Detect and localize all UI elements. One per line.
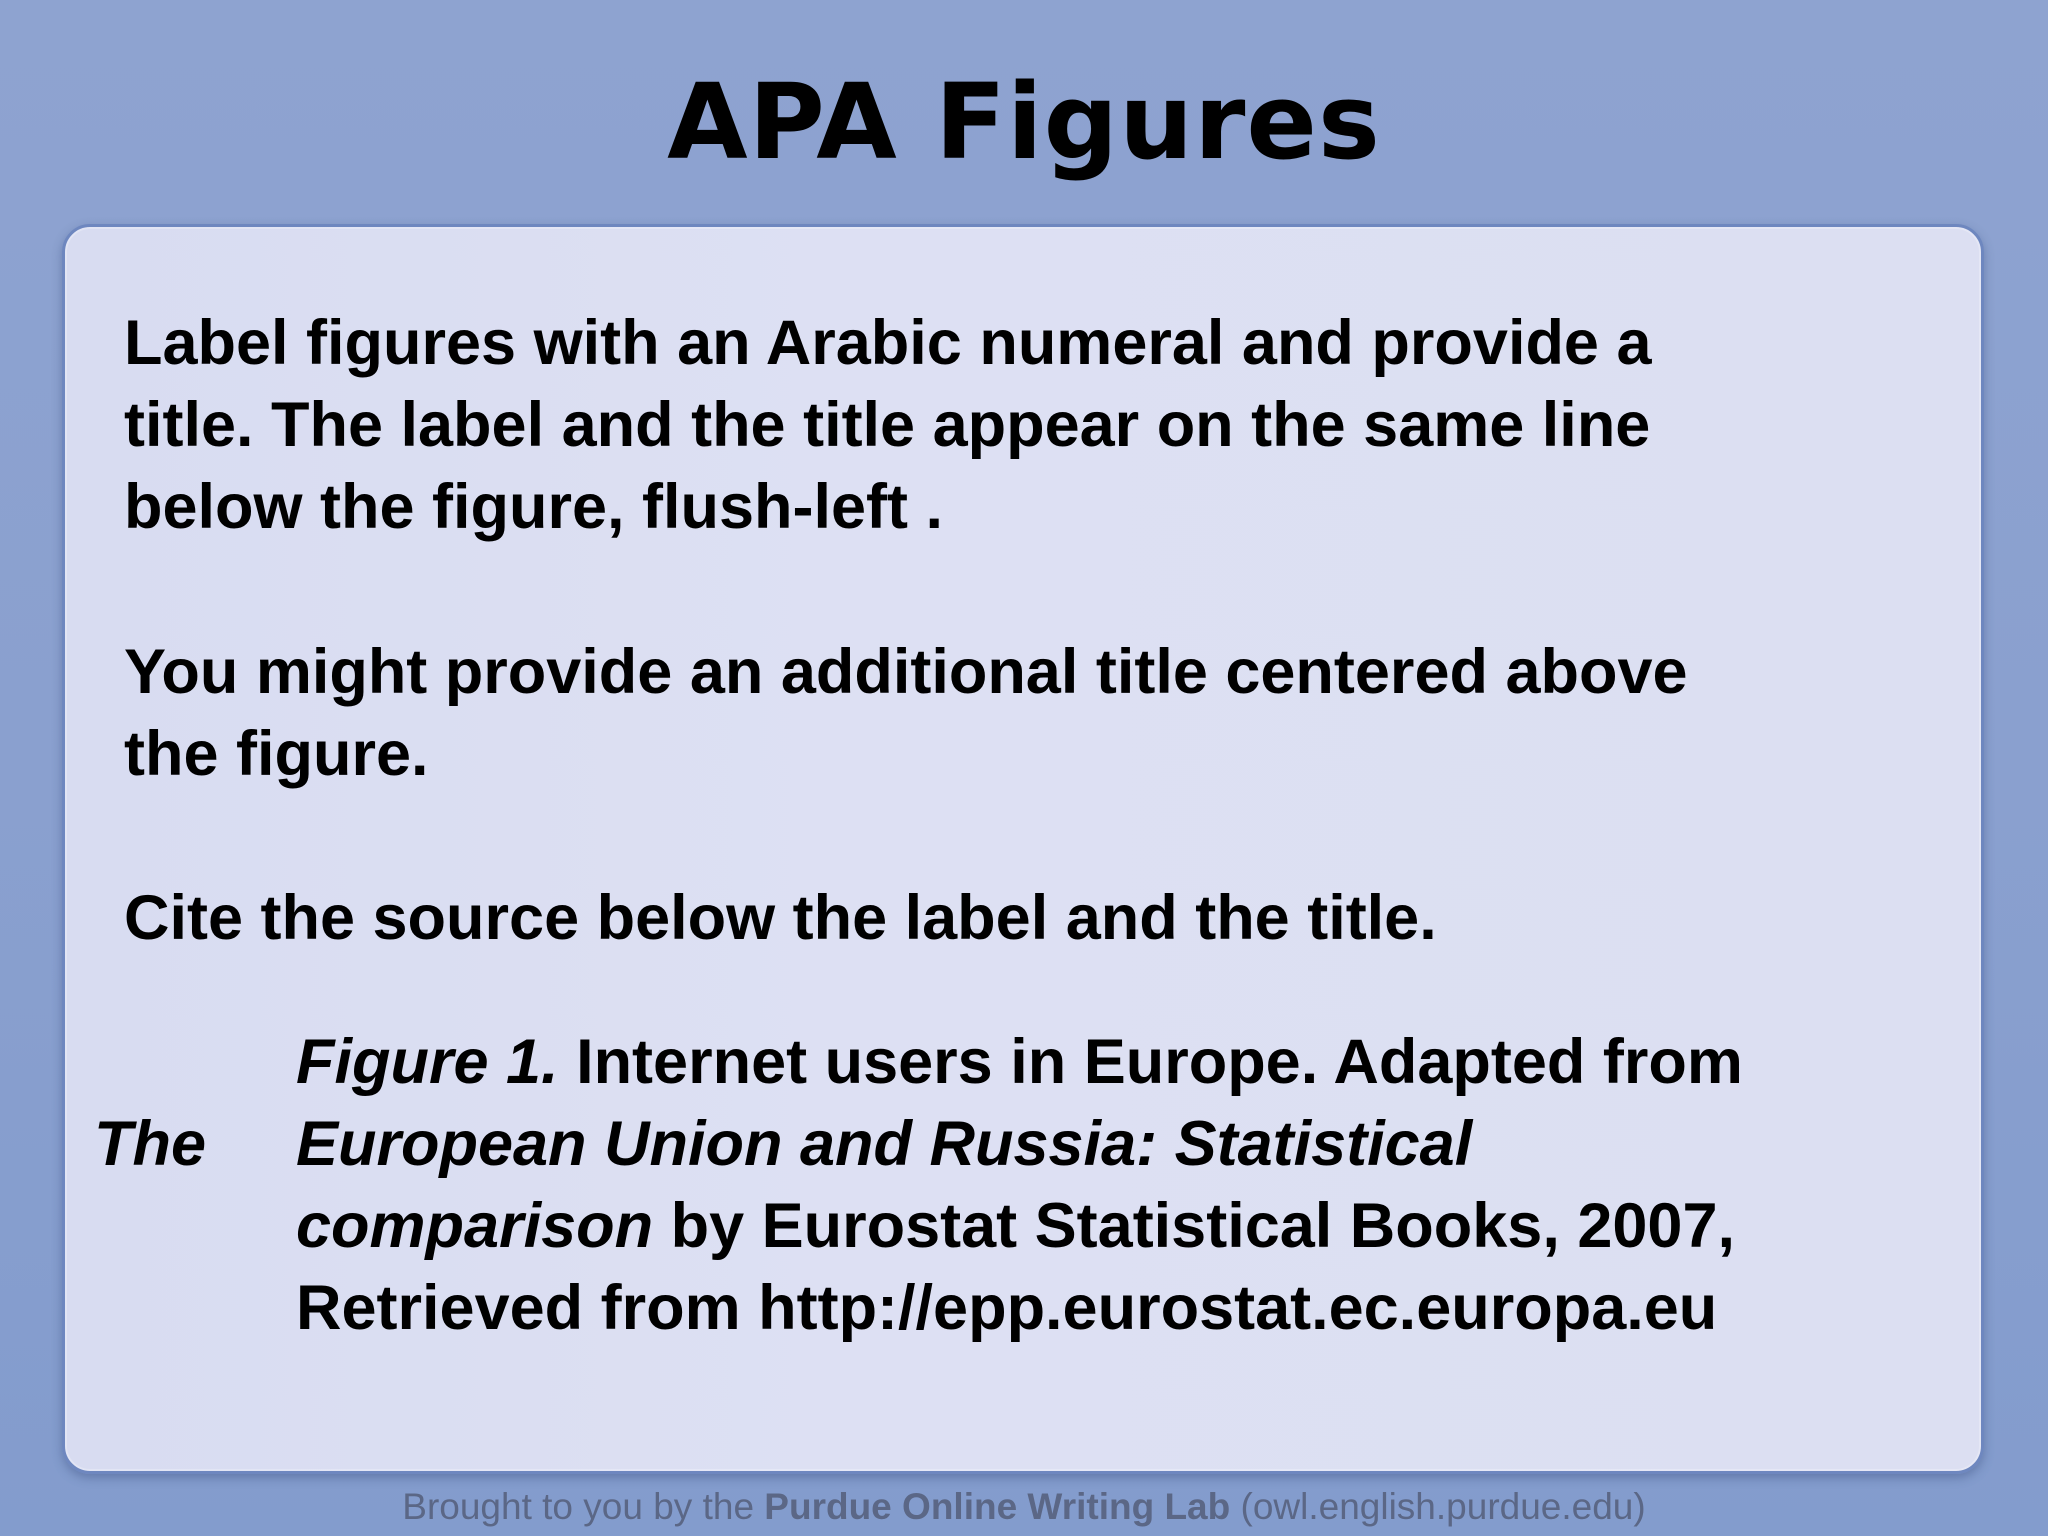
footer-prefix: Brought to you by the — [402, 1486, 765, 1527]
footer-credit — [0, 1482, 2048, 1532]
caption-source-author: by Eurostat Statistical Books, 2007, — [653, 1191, 1735, 1261]
figure-label: Figure 1. — [296, 1027, 559, 1097]
caption-retrieval-url: Retrieved from http://epp.eurostat.ec.europa.eu — [296, 1273, 1718, 1343]
paragraph-line: the figure. — [124, 719, 429, 789]
caption-side-word: The — [94, 1109, 207, 1179]
paragraph-line: below the figure, flush-left . — [124, 472, 943, 542]
paragraph-line: Label figures with an Arabic numeral and provide a — [124, 308, 1652, 378]
caption-line-1 — [296, 1021, 1986, 1103]
paragraph-label-figures — [124, 302, 1924, 548]
paragraph-additional-title — [124, 631, 1924, 795]
footer-org-name: Purdue Online Writing Lab — [764, 1486, 1231, 1527]
caption-line-3 — [296, 1185, 1986, 1267]
caption-source-title: European Union and Russia: Statistical — [296, 1109, 1473, 1179]
paragraph-line: You might provide an additional title centered above — [124, 637, 1688, 707]
slide-title: APA Figures — [667, 61, 1381, 183]
paragraph-line: title. The label and the title appear on the same line — [124, 390, 1651, 460]
example-figure-caption — [296, 1021, 1986, 1349]
paragraph-cite-source: Cite the source below the label and the title. — [124, 883, 1437, 953]
caption-title-text: Internet users in Europe. Adapted from — [558, 1027, 1743, 1097]
caption-source-title-end: comparison — [296, 1191, 654, 1261]
footer-url: (owl.english.purdue.edu) — [1230, 1486, 1646, 1527]
